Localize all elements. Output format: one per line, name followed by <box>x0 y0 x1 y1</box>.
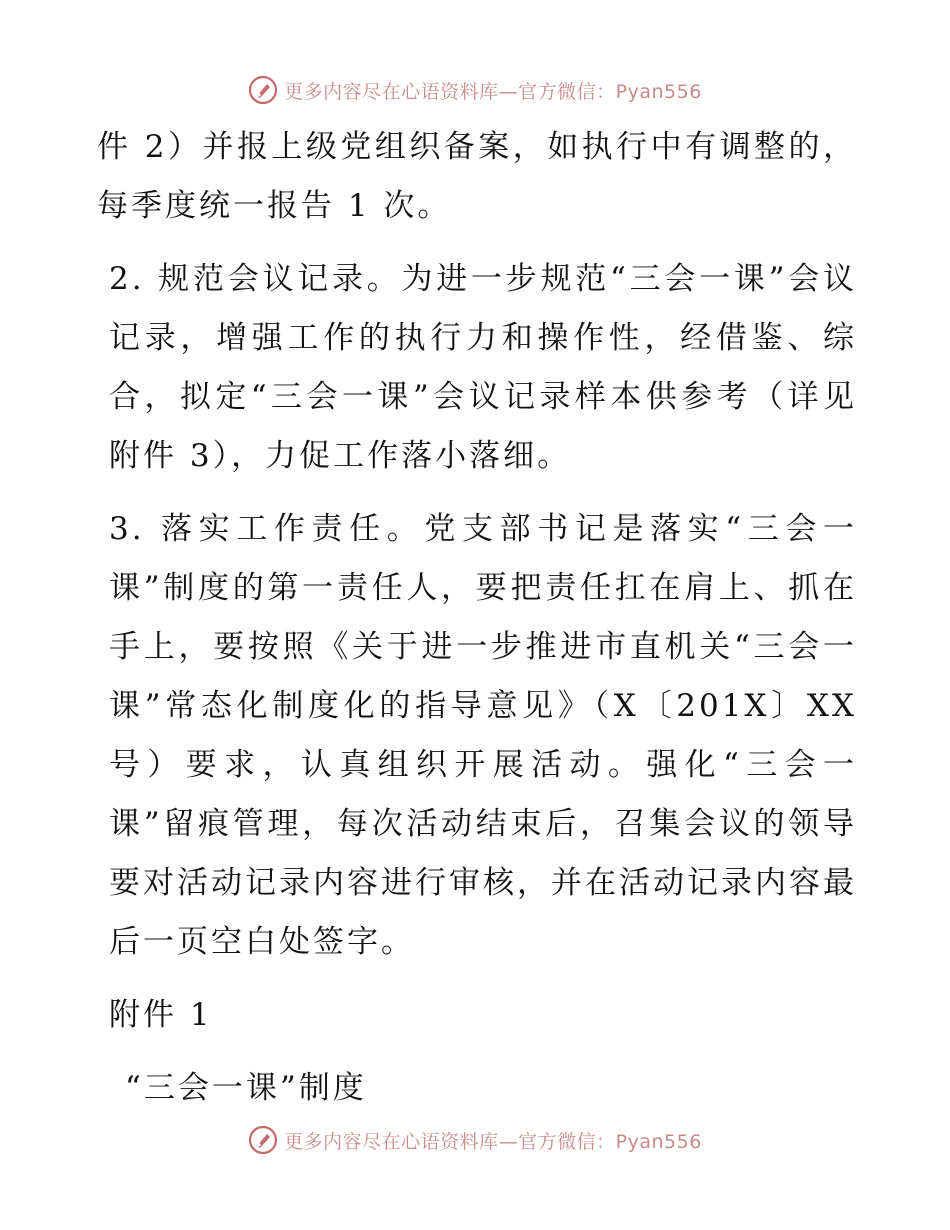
paragraph-meeting-records: 2. 规范会议记录。为进一步规范“三会一课”会议记录，增强工作的执行力和操作性，经借鉴、综合，拟定“三会一课”会议记录样本供参考（详见附件 3），力促工作落小落细。 <box>109 261 857 474</box>
paragraph-work-responsibility: 3. 落实工作责任。党支部书记是落实“三会一课”制度的第一责任人，要把责任扛在肩上、抓在手上，要按照《关于进一步推进市直机关“三会一课”常态化制度化的指导意见》（X〔201X〕XX号）要求，认真组织开展活动。强化“三会一课”留痕管理，每次活动结束后，召集会议的领导要对活动记录内容进行审核，并在活动记录内容最后一页空白处签字。 <box>109 511 857 960</box>
pen-nib-logo-icon <box>248 1125 278 1155</box>
watermark-text: 更多内容尽在心语资料库—官方微信：Pyan556 <box>284 80 702 103</box>
section-heading: “三会一课”制度 <box>125 1070 367 1106</box>
watermark-header <box>0 70 950 110</box>
watermark-text: 更多内容尽在心语资料库—官方微信：Pyan556 <box>284 1130 702 1153</box>
pen-nib-logo-icon <box>248 75 278 105</box>
attachment-label: 附件 1 <box>109 997 213 1033</box>
watermark-footer <box>0 1120 950 1160</box>
paragraph-continuation: 件 2）并报上级党组织备案，如执行中有调整的，每季度统一报告 1 次。 <box>97 129 857 224</box>
document-body <box>97 118 857 1118</box>
